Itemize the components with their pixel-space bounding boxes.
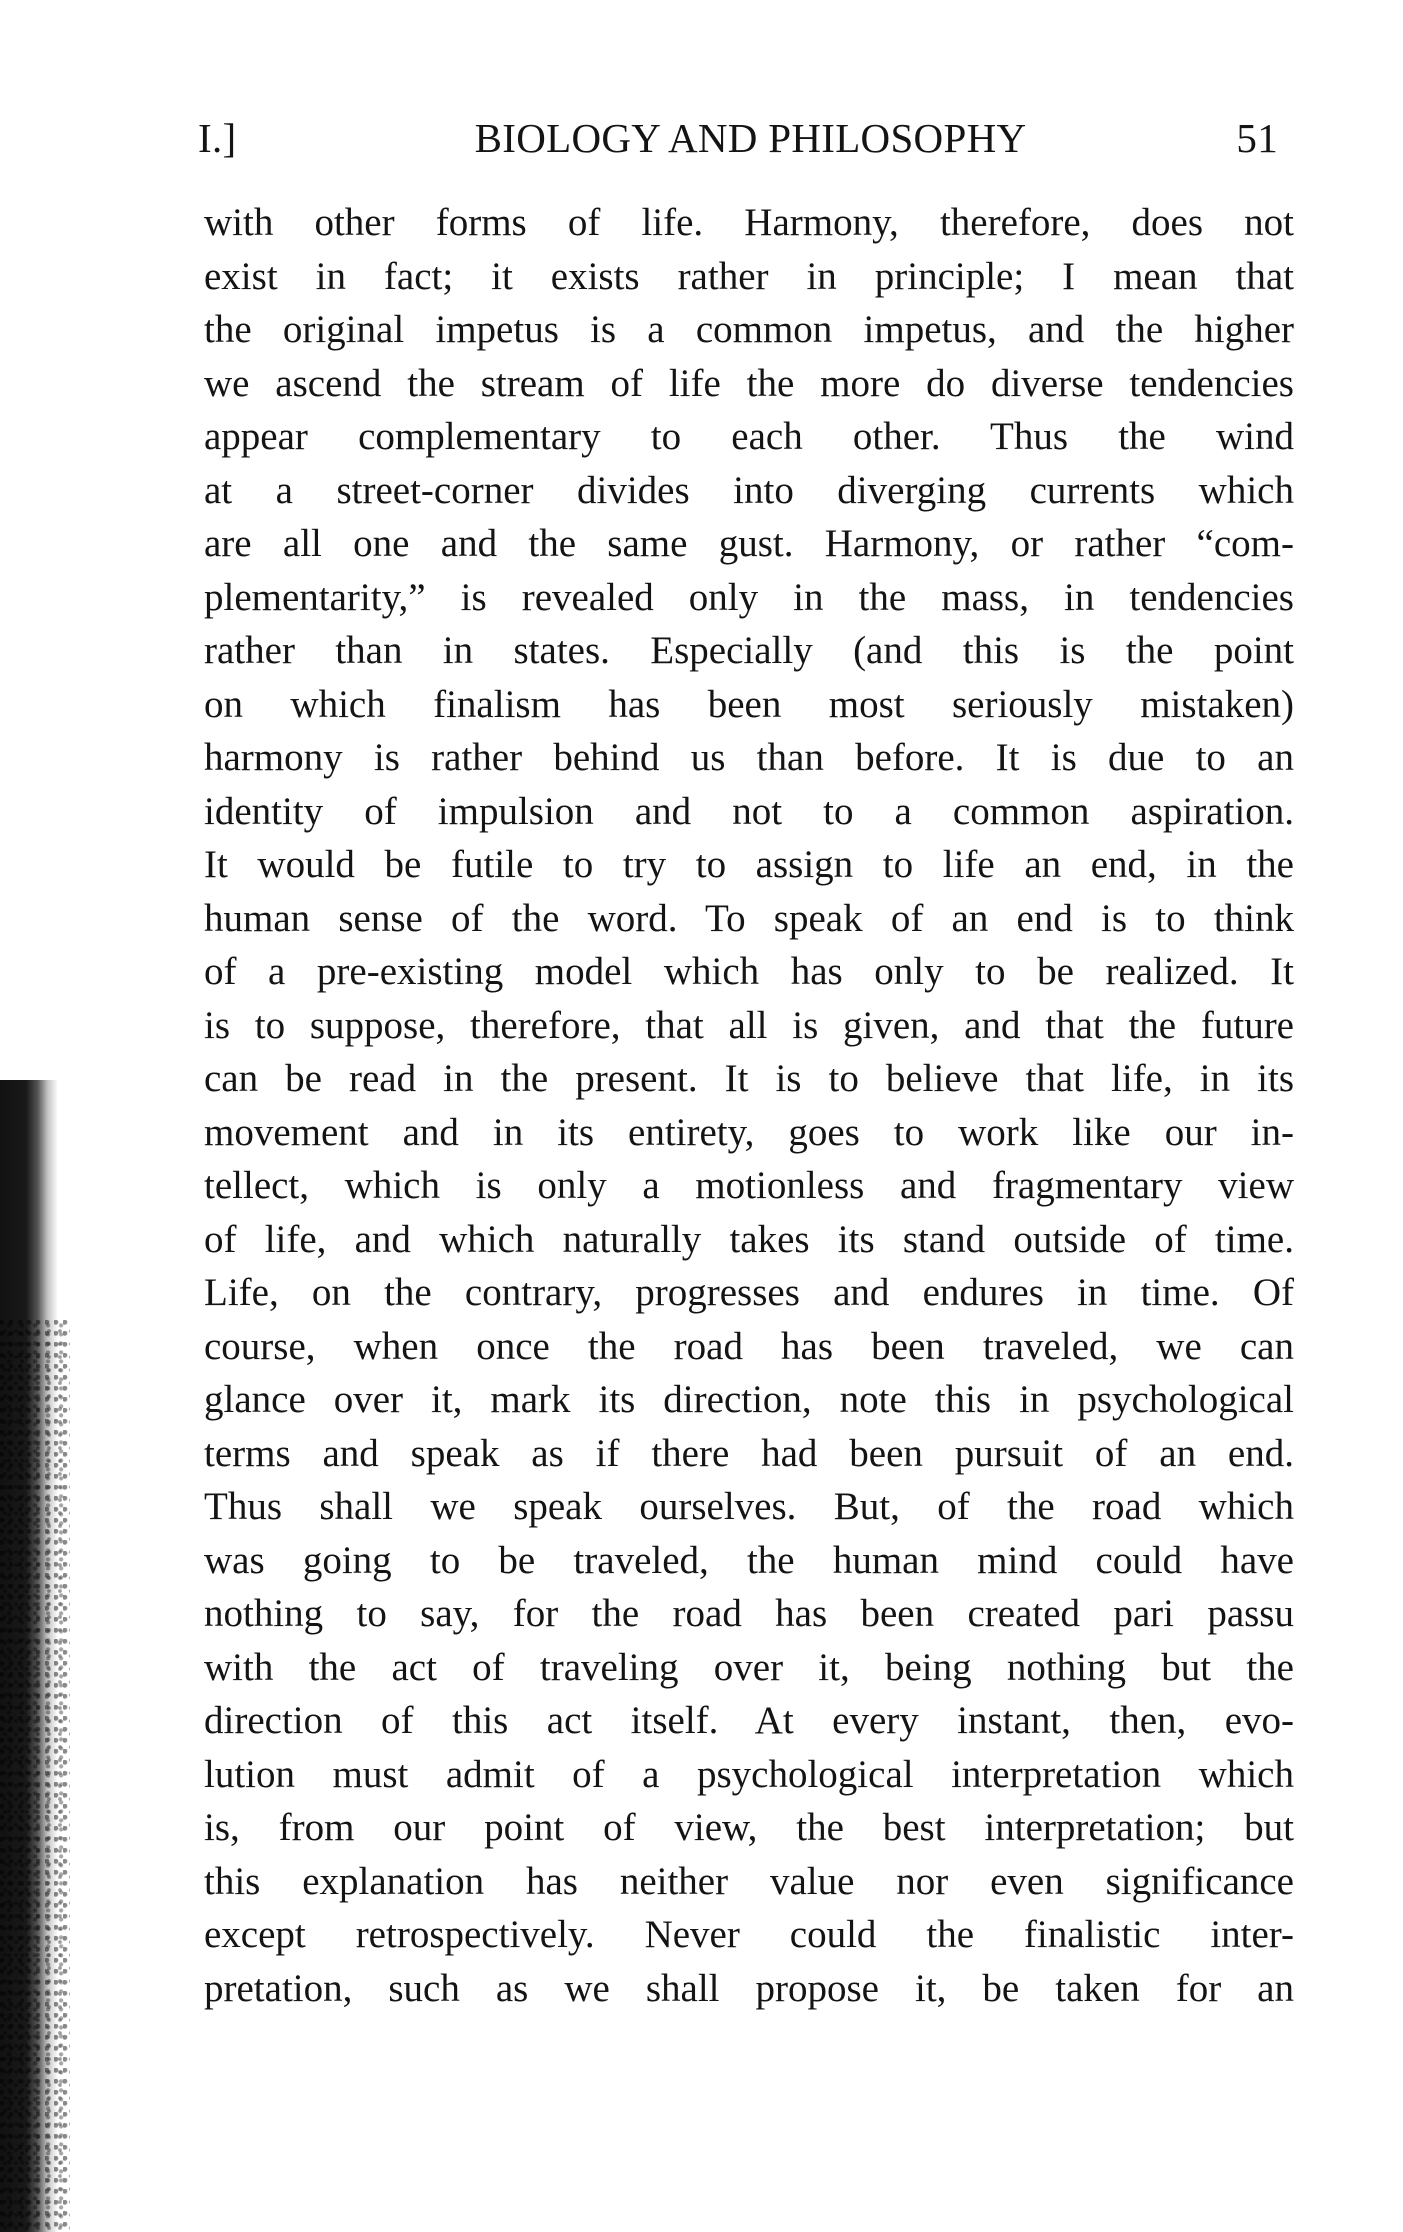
body-line: can be read in the present. It is to believe that life, in its <box>204 1057 1294 1100</box>
body-line: with other forms of life. Harmony, therefore, does not <box>204 201 1294 244</box>
section-mark: I.] <box>198 115 237 161</box>
body-line: lution must admit of a psychological interpretation which <box>204 1752 1294 1796</box>
body-line: identity of impulsion and not to a common aspiration. <box>204 789 1294 833</box>
body-line: on which finalism has been most seriously mistaken) <box>204 682 1294 726</box>
body-line: at a street-corner divides into diverging currents which <box>204 468 1294 512</box>
body-line: terms and speak as if there had been pursuit of an end. <box>204 1431 1294 1475</box>
body-line: is to suppose, therefore, that all is given, and that the future <box>204 1003 1294 1047</box>
body-line: with the act of traveling over it, being nothing but the <box>204 1645 1294 1689</box>
body-line: appear complementary to each other. Thus the wind <box>204 415 1294 458</box>
body-line: glance over it, mark its direction, note this in psychological <box>204 1378 1294 1421</box>
body-line: this explanation has neither value nor even significance <box>204 1859 1294 1903</box>
body-text <box>204 196 1294 2015</box>
body-line: except retrospectively. Never could the finalistic inter- <box>204 1913 1294 1956</box>
body-line: rather than in states. Especially (and this is the point <box>204 629 1294 672</box>
body-line: of life, and which naturally takes its stand outside of time. <box>204 1217 1294 1261</box>
body-line: It would be futile to try to assign to life an end, in the <box>204 843 1294 886</box>
page-number: 51 <box>1236 115 1278 161</box>
body-line: we ascend the stream of life the more do diverse tendencies <box>204 361 1294 405</box>
body-line: human sense of the word. To speak of an end is to think <box>204 896 1294 940</box>
body-line: is, from our point of view, the best interpretation; but <box>204 1806 1294 1849</box>
body-line: nothing to say, for the road has been created pari passu <box>204 1592 1294 1635</box>
body-line: plementarity,” is revealed only in the mass, in tendencies <box>204 575 1294 619</box>
body-line: tellect, which is only a motionless and fragmentary view <box>204 1164 1294 1207</box>
body-line: pretation, such as we shall propose it, be taken for an <box>204 1966 1294 2010</box>
book-spine-texture <box>0 1320 70 2232</box>
body-line: the original impetus is a common impetus, and the higher <box>204 308 1294 351</box>
body-line: movement and in its entirety, goes to work like our in- <box>204 1110 1294 1154</box>
body-line: harmony is rather behind us than before. It is due to an <box>204 736 1294 779</box>
body-line: direction of this act itself. At every instant, then, evo- <box>204 1699 1294 1742</box>
body-line: course, when once the road has been traveled, we can <box>204 1324 1294 1368</box>
running-head: BIOLOGY AND PHILOSOPHY <box>474 115 1027 161</box>
page-header <box>198 112 1278 164</box>
body-line: of a pre-existing model which has only to be realized. It <box>204 950 1294 993</box>
body-line: Thus shall we speak ourselves. But, of the road which <box>204 1485 1294 1528</box>
body-line: exist in fact; it exists rather in principle; I mean that <box>204 254 1294 298</box>
body-line: Life, on the contrary, progresses and endures in time. Of <box>204 1271 1294 1314</box>
body-line: are all one and the same gust. Harmony, or rather “com- <box>204 522 1294 565</box>
body-line: was going to be traveled, the human mind could have <box>204 1538 1294 1582</box>
